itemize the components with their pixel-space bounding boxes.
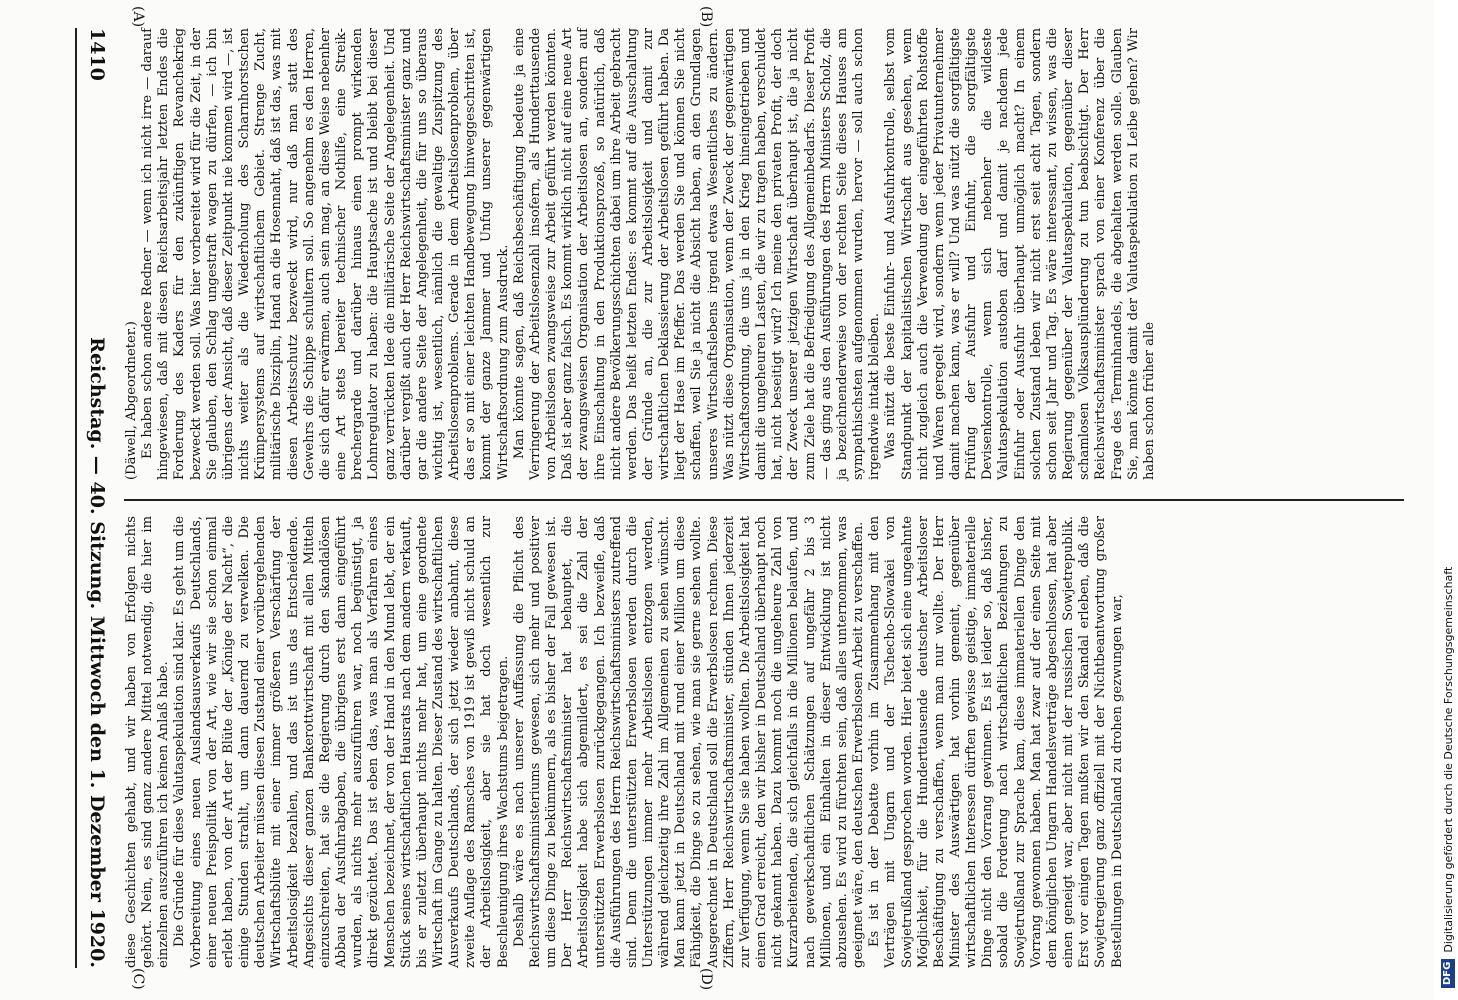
page-number: 1410 — [86, 28, 108, 81]
left-paragraph-1: Es haben schon andere Redner — wenn ich nicht irre — darauf hingewiesen, daß mit diesen Reichsarbeitsjahr letzten Endes die Forderung des Kaders für den zukünftigen Revanchekrieg bezweckt werden soll. Was hier vorbereitet wird für die Zeit, in der Sie glauben, den Schlag ungestraft wagen zu dürfen, — ich bin übrigens der Ansicht, daß dieser Zeitpunkt nie kommen wird —, ist nichts weiter als die Wiederholung des Scharnhorstschen Krümpersystems auf wirtschaftlichem Gebiet. Strenge Zucht, militärische Disziplin, Hand an die Hosennaht, daß ist das, was mit diesen Arbeitsschutz bezweckt wird, nur daß man statt des Gewehrs die Schippe schultern soll. So angenehm es den Herren, die sich dafür erwärmen, auch sein mag, an diese Weise nebenher eine Art stets bereiter technischer Nothilfe, eine Streikbrechergarde und darüber hinaus einen prompt wirkenden Lohnregulator zu haben: die Hauptsache ist und bleibt bei dieser ganz verrückten Idee die militärische Seite der Angelegenheit. Und darüber vergißt auch der Herr Reichswirtschaftsminister ganz und gar die andere Seite der Angelegenheit, die für uns so überaus wichtig ist, wesentlich, nämlich die gewaltige Zuspitzung des Arbeitslosenproblems. Gerade in dem Arbeitslosenproblem, über das er so mit einer leichten Handbewegung hinweggeschritten ist, kommt der ganze Jammer und Unfug unserer gegenwärtigen Wirtschaftsordnung zum Ausdruck. — [140, 28, 511, 480]
column-divider — [124, 499, 1404, 501]
margin-mark-b: (B) — [698, 6, 714, 28]
margin-mark-d: (D) — [698, 968, 714, 991]
margin-mark-c: (C) — [130, 968, 146, 990]
page-header — [80, 28, 114, 968]
left-paragraph-2: Man könnte sagen, daß Reichsbeschäftigung bedeute ja eine Verringerung der Arbeitslosenzahl insofern, als Hunderttausende von Arbeitslosen zwangsweise zur Arbeit geführt werden könnten. Daß ist aber ganz falsch. Es kommt wirklich nicht auf eine neue Art der zwangsweisen Organisation der Arbeitslosen an, sondern auf ihre Einschaltung in den Produktionsprozeß, so natürlich, daß nicht andere Bevölkerungsschichten dabei um ihre Arbeit gebracht werden. Das heißt letzten Endes: es kommt auf die Ausschaltung der Gründe an, die zur Arbeitslosigkeit und damit zur wirtschaftlichen Deklassierung der Arbeitslosen geführt haben. Da liegt der Hase im Pfeffer. Das werden Sie und können Sie nicht schaffen, weil Sie ja nicht die Absicht haben, an den Grundlagen unseres Wirtschaftslebens irgend etwas Wesentliches zu ändern. Was nützt diese Organisation, wenn der Zweck der gegenwärtigen Wirtschaftsordnung, die uns ja in den Krieg hineingetrieben und damit die ungeheuren Lasten, die wir zu tragen haben, verschuldet hat, nicht beseitigt wird? Ich meine den privaten Profit, der doch der Zweck unserer jetzigen Wirtschaft überhaupt ist, die ja nicht zum Ziele hat die Befriedigung des Allgemeinbedarfs. Dieser Profit — das ging aus den Ausführungen des Herrn Ministers Scholz, die ja bezeichnenderweise von der rechten Seite dieses Hauses am sympathischsten aufgenommen wurden, hervor — soll auch schon irgendwie intakt bleiben. — [511, 28, 883, 480]
header-rule — [75, 28, 77, 968]
digitization-credit — [1438, 0, 1458, 1000]
left-column — [124, 28, 1404, 480]
right-paragraph-3: Deshalb wäre es nach unserer Auffassung die Pflicht des Reichswirtschaftsministeriums gewesen, sich mehr und positiver um diese Dinge zu bekümmern, als es bisher der Fall gewesen ist. Der Herr Reichswirtschaftsminister hat behauptet, die Arbeitslosigkeit habe sich abgemildert, es sei die Zahl der unterstützten Erwerbslosen zurückgegangen. Ich bezweifle, daß die Ausführungen des Herrn Reichswirtschaftsministers zutreffend sind. Denn die unterstützten Erwerbslosen werden durch die Unterstützungen immer mehr Arbeitslosen entzogen werden, während gleichzeitig ihre Zahl im Allgemeinen zu sehen wünscht. Man kann jetzt in Deutschland mit rund einer Million um diese Fähigkeit, die Dinge so zu sehen, wie man sie gerne sehen wollte. Ausgerechnet in Deutschland soll die Erwerbslosen rechnen. Diese Ziffern, Herr Reichswirtschaftsminister, stünden Ihnen jederzeit zur Verfügung, wenn Sie sie haben wollten. Die Arbeitslosigkeit hat einen Grad erreicht, den wir bisher in Deutschland überhaupt noch nicht gekannt haben. Dazu kommt noch die ungeheure Zahl von Kurzarbeitenden, die sich gleichfalls in die Millionen belaufen, und nach gewerkschaftlichen Schätzungen auf ungefähr 2 bis 3 Millionen, und ein Einhalten in dieser Entwicklung ist nicht abzusehen. Es wird zu fürchten sein, daß alles unternommen, was geeignet wäre, den deutschen Erwerbslosen Arbeit zu verschaffen. — [511, 516, 867, 968]
dfg-logo: DFG — [1441, 959, 1455, 988]
right-paragraph-4: Es ist in der Debatte vorhin im Zusammenhang mit den Verträgen mit Ungarn und der Tschecho-Slowakei von Sowjetrußland gesprochen worden. Hier bietet sich eine ungeahnte Möglichkeit, für die Hunderttausende deutscher Arbeitsloser Beschäftigung zu verschaffen, wenn man nur wollte. Der Herr Minister des Auswärtigen hat vorhin gemeint, gegenüber wirtschaftlichen Interessen dürften gewisse geistige, immaterielle Dinge nicht den Vorrang gewinnen. Es ist leider so, daß bisher, sobald die Forderung nach wirtschaftlichen Beziehungen zu Sowjetrußland zur Sprache kam, diese immateriellen Dinge den Vorrang gewonnen haben. Man hat zwar auf der einen Seite mit dem königlichen Ungarn Handelsverträge abgeschlossen, hat aber einen geneigt war, aber nicht mit der russischen Sowjetrepublik. Erst vor einigen Tagen mußten wir den Skandal erleben, daß die Sowjetregierung ganz offiziell mit der Nichtbeantwortung großer Bestellungen in Deutschland zu drohen gezwungen war, — [867, 516, 1125, 968]
right-paragraph-2: Die Gründe für diese Valutaspekulation sind klar. Es geht um die Vorbereitung eines neuen Auslandsausverkaufs Deutschlands, einer neuen Preispolitik von der Art, wie wir sie schon einmal erlebt haben, von der Art der Blüte der „Könige der Nacht“, die einige Stunden strahlt, um dann dauernd zu verwelken. Die deutschen Arbeiter müssen diesen Zustand einer vorübergehenden Wirtschaftsblüte mit einer immer größeren Verschärfung der Arbeitslosigkeit bezahlen, und das ist uns das Entscheidende. Angesichts dieser ganzen Bankerottwirtschaft mit allen Mitteln einzuschreiten, hat sie die Regierung durch den skandalösen Abbau der Ausfuhrabgaben, die übrigens erst dann eingeführt wurden, als nichts mehr auszuführen war, noch begünstigt, ja direkt gezüchtet. Das ist eben das, was man als Verfahren eines Menschen bezeichnet, der von der Hand in den Mund lebt, der ein Stück seines wirtschaftlichen Hausrats nach dem andern verkauft, bis er zuletzt überhaupt nichts mehr hat, um eine geordnete Wirtschaft im Gange zu halten. Dieser Zustand des wirtschaftlichen Ausverkaufs Deutschlands, der sich jetzt wieder anbahnt, diese zweite Auflage des Ramsches von 1919 ist gewiß nicht schuld an der Arbeitslosigkeit, aber sie hat doch wesentlich zur Beschleunigung ihres Wachstums beigetragen. — [172, 516, 511, 968]
credit-text: Digitalisierung gefördert durch die Deutsche Forschungsgemeinschaft — [1441, 566, 1455, 953]
right-paragraph-1: diese Geschichten gehabt, und wir haben von Erfolgen nichts gehört. Nein, es sind ganz andere Mittel notwendig, die hier im einzelnen auszuführen ich keinen Anlaß habe. — [124, 516, 172, 968]
left-paragraph-3: Was nützt die beste Einfuhr- und Ausfuhrkontrolle, selbst vom Standpunkt der kapitalistischen Wirtschaft aus gesehen, wenn nicht zugleich auch die Verwendung der eingeführten Rohstoffe und Waren geregelt wird, sondern wenn jeder Privatunternehmer damit machen kann, was er will? Und was nützt die sorgfältigste Prüfung der Ausfuhr und Einfuhr, die sorgfältigste Devisenkontrolle, wenn sich nebenher die wildeste Valutaspekulation austoben darf und damit je nachdem jede Einfuhr oder Ausfuhr überhaupt unmöglich macht? In einem solchen Zustand leben wir nicht erst seit acht Tagen, sondern schon seit Jahr und Tag. Es wäre interessant, zu wissen, was die Regierung gegenüber der Valutaspekulation, gegenüber dieser schamlosen Volksausplünderung zu tun beabsichtigt. Der Herr Reichswirtschaftsminister sprach von einer Konferenz über die Frage des Terminhandels, die abgehalten werden solle. Glauben Sie, man könnte damit der Valutaspekulation zu Leibe gehen? Wir haben schon früher alle — [883, 28, 1157, 480]
margin-mark-a: (A) — [130, 6, 146, 28]
speaker-name: (Däwell, Abgeordneter.) — [124, 321, 139, 480]
running-title: Reichstag. — 40. Sitzung. Mittwoch den 1. Dezember 1920. — [86, 337, 108, 968]
right-column — [124, 516, 1404, 968]
